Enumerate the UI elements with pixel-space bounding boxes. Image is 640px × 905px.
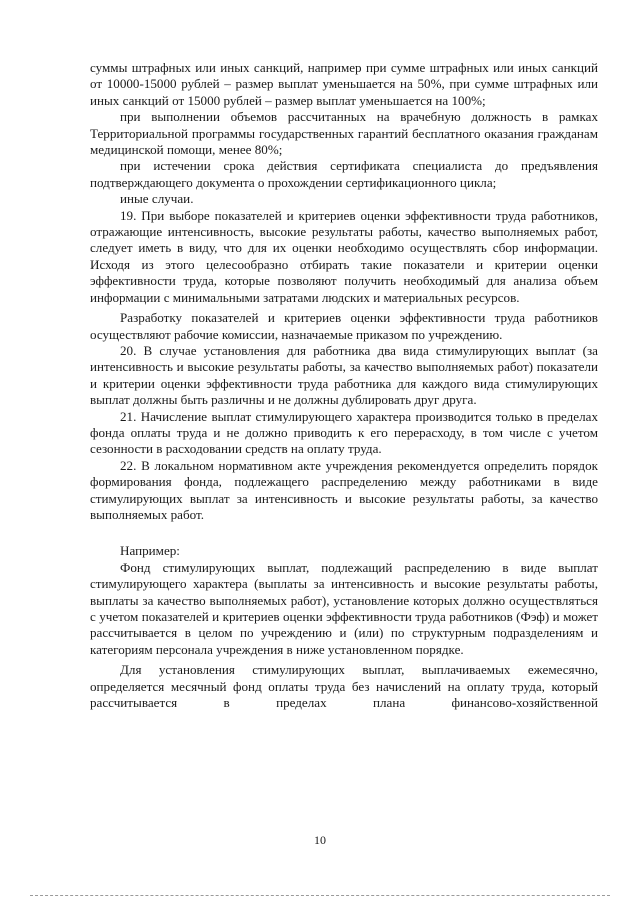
paragraph-commissions: Разработку показателей и критериев оценки эффективности труда работников осуществляют рабочие комиссии, назначаемые приказом по учреждению. [90,310,598,342]
paragraph-certificate-expiry: при истечении срока действия сертификата специалиста до предъявления подтверждающего документа о прохождении сертификационного цикла; [90,158,598,190]
body-text [90,60,598,711]
paragraph-item-19: 19. При выборе показателей и критериев оценки эффективности труда работников, отражающие интенсивность, высокие результаты работы, качество выполняемых работ, следует иметь в виду, что для их оценки необходимо осуществлять сбор информации. Исходя из этого целесообразно отбирать такие показатели и критерии оценки эффективности труда, которые позволяют получить необходимый для анализа объем информации с минимальными затратами людских и материальных ресурсов. [90,207,598,305]
scan-edge-line [30,895,610,896]
paragraph-other-cases: иные случаи. [120,191,194,207]
page-number: 10 [314,833,326,847]
paragraph-monthly-fund: Для установления стимулирующих выплат, выплачиваемых ежемесячно, определяется месячный фонд оплаты труда без начислений на оплату труда, который рассчитывается в пределах плана финансово-хозяйственной [90,662,598,711]
paragraph-item-21: 21. Начисление выплат стимулирующего характера производится только в пределах фонда оплаты труда и не должно приводить к его перерасходу, в том числе с учетом сезонности в расходовании средств на оплату труда. [90,408,598,457]
paragraph-item-20: 20. В случае установления для работника два вида стимулирующих выплат (за интенсивность и высокие результаты работы, за качество выполняемых работ) показатели и критерии оценки эффективности труда работника для каждого вида стимулирующих выплат должны быть различны и не должны дублировать друг друга. [90,342,598,408]
paragraph-volume-plan: при выполнении объемов рассчитанных на врачебную должность в рамках Территориальной программы государственных гарантий бесплатного оказания гражданам медицинской помощи, менее 80%; [90,109,598,158]
paragraph-example-heading: Например: [120,543,180,559]
paragraph-fund-description: Фонд стимулирующих выплат, подлежащий распределению в виде выплат стимулирующего характера (выплаты за интенсивность и высокие результаты работы, выплаты за качество выполняемых работ), установление которых должно осуществляться с учетом показателей и критериев оценки эффективности труда работников (Фэф) и может рассчитывается в целом по учреждению и (или) по структурным подразделениям и категориям персонала учреждения в ниже установленном порядке. [90,559,598,657]
paragraph-sanctions-continued: суммы штрафных или иных санкций, например при сумме штрафных или иных санкций от 10000-15000 рублей – размер выплат уменьшается на 50%, при сумме штрафных или иных санкций от 15000 рублей – размер выплат уменьшается на 100%; [90,60,598,108]
paragraph-item-22: 22. В локальном нормативном акте учреждения рекомендуется определить порядок формирования фонда, подлежащего распределению между работниками в виде стимулирующих выплат за интенсивность и высокие результаты работы, за качество выполняемых работ. [90,457,598,522]
